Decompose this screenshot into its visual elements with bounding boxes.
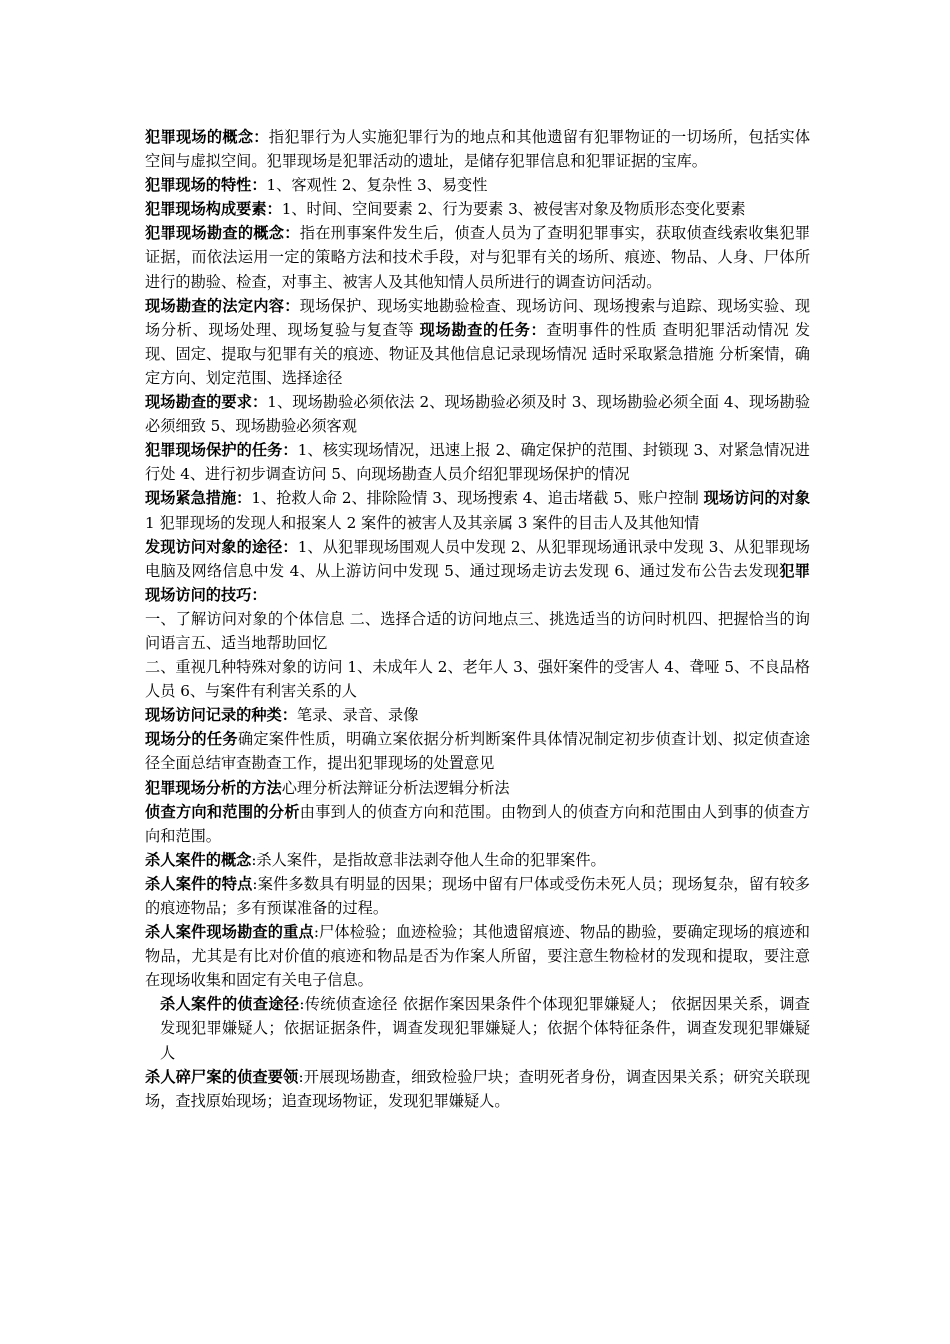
- bold-heading: 犯罪现场分析的方法: [145, 778, 282, 797]
- paragraph: [145, 992, 810, 1064]
- bold-heading: 现场勘查的任务：: [419, 320, 547, 339]
- body-text: 由事到人的侦查方向和范围。由物到人的侦查方向和范围由人到事的侦查方向和范围。: [145, 802, 811, 845]
- body-text: :杀人案件，是指故意非法剥夺他人生命的犯罪案件。: [251, 850, 606, 869]
- bold-heading: 现场勘查的要求：: [145, 393, 268, 412]
- bold-heading: 犯罪现场保护的任务：: [145, 441, 298, 460]
- body-text: :尸体检验；血迹检验；其他遗留痕迹、物品的勘验，要确定现场的痕迹和物品，尤其是有比对价值的痕迹和物品是否为作案人所留，要注意生物检材的发现和提取，要注意在现场收集和固定有关电子信息。: [145, 923, 810, 990]
- paragraph: [145, 486, 810, 534]
- body-text: :传统侦查途径 依据作案因果条件个体现犯罪嫌疑人； 依据因果关系，调查发现犯罪嫌疑人；依据证据条件，调查发现犯罪嫌疑人；依据个体特征条件，调查发现犯罪嫌疑人: [160, 995, 810, 1062]
- body-text: 现场保护、现场实地勘验检查、现场访问、现场搜索与追踪、现场实验、现场分析、现场处理、现场复验与复查等: [145, 296, 811, 339]
- body-text: 心理分析法辩证分析法逻辑分析法: [281, 778, 510, 797]
- body-text: 1、时间、空间要素 2、行为要素 3、被侵害对象及物质形态变化要素: [281, 200, 746, 219]
- paragraph: [145, 535, 810, 607]
- paragraph: [145, 776, 810, 800]
- body-text: 一、了解访问对象的个体信息 二、选择合适的访问地点三、挑选适当的访问时机四、把握恰当的询问语言五、适当地帮助回忆: [145, 609, 810, 652]
- bold-heading: 犯罪现场的概念：: [145, 128, 269, 146]
- bold-heading: 犯罪现场勘查的概念：: [145, 224, 300, 243]
- bold-heading: 杀人案件的概念: [145, 850, 252, 869]
- paragraph: [145, 390, 810, 438]
- body-text: 1、抢救人命 2、排除险情 3、现场搜索 4、追击堵截 5、账户控制: [251, 489, 704, 508]
- body-text: 1、核实现场情况，迅速上报 2、确定保护的范围、封锁现 3、对紧急情况进行处 4、进行初步调查访问 5、向现场勘查人员介绍犯罪现场保护的情况: [145, 441, 810, 484]
- paragraph: [145, 703, 810, 727]
- body-text: 1 犯罪现场的发现人和报案人 2 案件的被害人及其亲属 3 案件的目击人及其他知情: [145, 513, 700, 532]
- paragraph: [145, 173, 810, 197]
- paragraph: [145, 294, 810, 390]
- document-body: [145, 125, 810, 1113]
- paragraph: [145, 197, 810, 221]
- body-text: 笔录、录音、录像: [296, 706, 419, 725]
- bold-heading: 现场访问的对象: [703, 489, 811, 508]
- bold-heading: 现场勘查的法定内容：: [145, 296, 300, 315]
- body-text: 确定案件性质，明确立案依据分析判断案件具体情况制定初步侦查计划、拟定侦查途径全面总结审查勘查工作，提出犯罪现场的处置意见: [145, 730, 811, 773]
- bold-heading: 杀人案件的侦查途径: [160, 995, 300, 1014]
- paragraph: [145, 920, 810, 992]
- bold-heading: 现场访问记录的种类：: [145, 706, 297, 725]
- paragraph: [145, 800, 810, 848]
- bold-heading: 杀人案件现场勘查的重点: [145, 923, 314, 942]
- paragraph: [145, 438, 810, 486]
- body-text: 1、现场勘验必须依法 2、现场勘验必须及时 3、现场勘验必须全面 4、现场勘验必须细致 5、现场勘验必须客观: [145, 393, 811, 436]
- body-text: :开展现场勘查，细致检验尸块；查明死者身份，调查因果关系；研究关联现场，查找原始现场；追查现场物证，发现犯罪嫌疑人。: [145, 1067, 811, 1110]
- body-text: 指犯罪行为人实施犯罪行为的地点和其他遗留有犯罪物证的一切场所，包括实体空间与虚拟空间。犯罪现场是犯罪活动的遗址，是储存犯罪信息和犯罪证据的宝库。: [145, 128, 811, 171]
- body-text: 1、客观性 2、复杂性 3、易变性: [266, 176, 488, 195]
- body-text: :案件多数具有明显的因果；现场中留有尸体或受伤未死人员；现场复杂，留有较多的痕迹物品；多有预谋准备的过程。: [145, 874, 810, 917]
- bold-heading: 杀人案件的特点: [145, 874, 253, 893]
- body-text: 二、重视几种特殊对象的访问 1、未成年人 2、老年人 3、强奸案件的受害人 4、聋哑 5、不良品格人员 6、与案件有利害关系的人: [145, 658, 810, 701]
- bold-heading: 犯罪现场访问的技巧：: [145, 561, 810, 604]
- paragraph: [145, 607, 810, 655]
- paragraph: [145, 1065, 810, 1113]
- body-text: 指在刑事案件发生后，侦查人员为了查明犯罪事实，获取侦查线索收集犯罪证据，而依法运用一定的策略方法和技术手段，对与犯罪有关的场所、痕迹、物品、人身、尸体所进行的勘验、检查，对事主、被害人及其他知情人员所进行的调查访问活动。: [145, 224, 811, 291]
- bold-heading: 发现访问对象的途径：: [145, 537, 298, 556]
- paragraph: [145, 872, 810, 920]
- body-text: 1、从犯罪现场围观人员中发现 2、从犯罪现场通讯录中发现 3、从犯罪现场电脑及网络信息中发 4、从上游访问中发现 5、通过现场走访去发现 6、通过发布公告去发现: [145, 537, 810, 580]
- paragraph: [145, 848, 810, 872]
- bold-heading: 现场紧急措施：: [145, 489, 252, 508]
- paragraph: [145, 655, 810, 703]
- bold-heading: 现场分的任务: [145, 730, 238, 749]
- body-text: 查明事件的性质 查明犯罪活动情况 发现、固定、提取与犯罪有关的痕迹、物证及其他信息记录现场情况 适时采取紧急措施 分析案情，确定方向、划定范围、选择途径: [145, 320, 811, 387]
- paragraph: [145, 221, 810, 293]
- bold-heading: 犯罪现场的特性：: [145, 176, 267, 195]
- paragraph: [145, 125, 810, 173]
- bold-heading: 犯罪现场构成要素：: [145, 200, 282, 219]
- paragraph: [145, 727, 810, 775]
- bold-heading: 杀人碎尸案的侦查要领: [145, 1067, 299, 1086]
- bold-heading: 侦查方向和范围的分析: [145, 802, 300, 821]
